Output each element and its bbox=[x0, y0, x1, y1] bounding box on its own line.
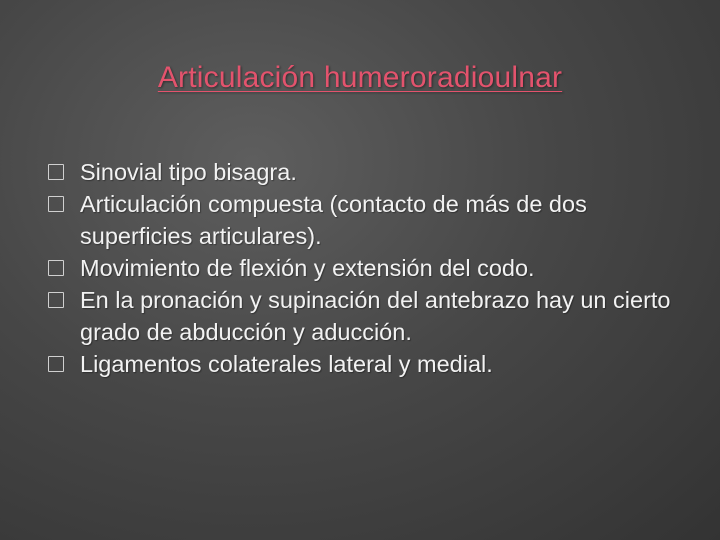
bullet-item bbox=[44, 284, 704, 348]
bullet-item bbox=[44, 156, 704, 188]
bullet-text: Ligamentos colaterales lateral y medial. bbox=[80, 351, 493, 377]
bullet-item bbox=[44, 252, 704, 284]
bullet-text: Articulación compuesta (contacto de más de dos superficies articulares). bbox=[80, 191, 587, 249]
bullet-text: Sinovial tipo bisagra. bbox=[80, 159, 297, 185]
square-bullet-icon bbox=[48, 196, 64, 212]
bullet-item bbox=[44, 348, 704, 380]
bullet-text: Movimiento de flexión y extensión del codo. bbox=[80, 255, 535, 281]
square-bullet-icon bbox=[48, 292, 64, 308]
bullet-item bbox=[44, 188, 704, 252]
square-bullet-icon bbox=[48, 356, 64, 372]
slide-title: Articulación humeroradioulnar bbox=[157, 61, 563, 94]
bullet-text: En la pronación y supinación del antebrazo hay un cierto grado de abducción y aducción. bbox=[80, 287, 671, 345]
bullet-list bbox=[44, 156, 704, 380]
square-bullet-icon bbox=[48, 260, 64, 276]
square-bullet-icon bbox=[48, 164, 64, 180]
